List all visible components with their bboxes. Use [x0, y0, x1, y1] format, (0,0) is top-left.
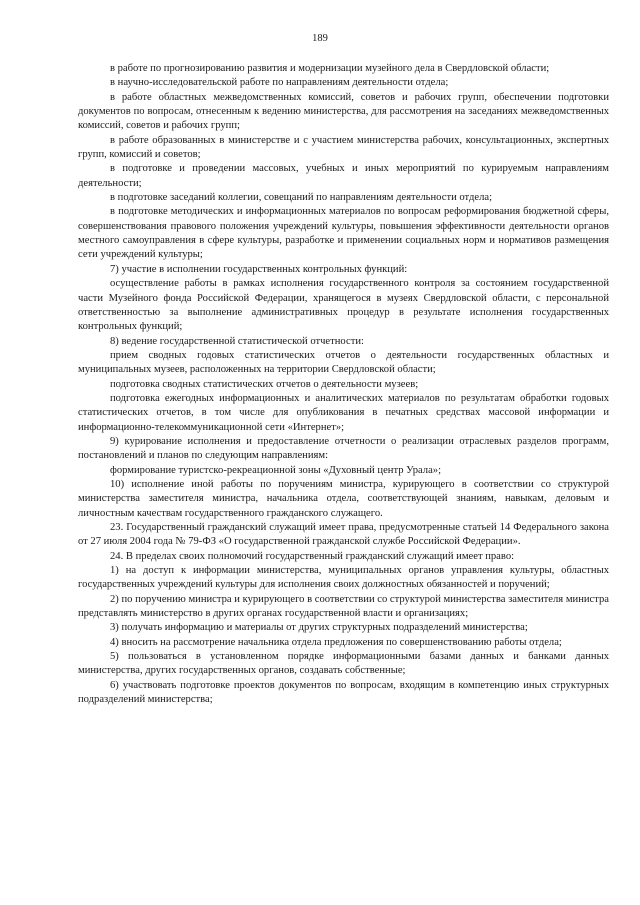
paragraph: подготовка сводных статистических отчетов о деятельности музеев; — [110, 378, 419, 390]
page-number: 189 — [312, 33, 328, 44]
paragraph: в подготовке и проведении массовых, учебных и иных мероприятий по курируемым направлениям деятельности; — [78, 163, 609, 189]
paragraph: 3) получать информацию и материалы от других структурных подразделений министерства; — [110, 622, 528, 634]
paragraph: в научно-исследовательской работе по направлениям деятельности отдела; — [110, 77, 449, 89]
paragraph: 1) на доступ к информации министерства, муниципальных органов управления культуры, областных государственных учреждений культуры для исполнения своих должностных обязанностей и поручений; — [78, 565, 609, 591]
paragraph: 24. В пределах своих полномочий государственный гражданский служащий имеет право: — [110, 550, 515, 562]
paragraph: в подготовке заседаний коллегии, совещаний по направлениям деятельности отдела; — [110, 192, 493, 204]
paragraph: формирование туристско-рекреационной зоны «Духовный центр Урала»; — [110, 464, 442, 476]
paragraph: 8) ведение государственной статистической отчетности: — [110, 335, 364, 347]
paragraph: 10) исполнение иной работы по поручениям министра, курирующего в соответствии со структурой министерства заместителя министра, начальника отдела, соответствующей знаниям, навыкам, деловым и личностным качествам государственного гражданского служащего. — [78, 478, 609, 519]
paragraph: в работе областных межведомственных комиссий, советов и рабочих групп, обеспечении подготовки документов по вопросам, отнесенным к ведению министерства, для рассмотрения на заседаниях межведомственных комиссий, советов и рабочих групп; — [78, 91, 609, 132]
document-body — [78, 62, 609, 707]
paragraph: прием сводных годовых статистических отчетов о деятельности государственных областных и муниципальных музеев, расположенных на территории Свердловской области; — [78, 349, 609, 376]
paragraph: 6) участвовать подготовке проектов документов по вопросам, входящим в компетенцию иных структурных подразделений министерства; — [78, 679, 609, 706]
paragraph: осуществление работы в рамках исполнения государственного контроля за состоянием государственной части Музейного фонда Российской Федерации, хранящегося в музеях Свердловской области, с персональной ответственностью за выполнение административных процедур в результате исполнения государственных контрольных функций; — [78, 278, 609, 333]
paragraph: 7) участие в исполнении государственных контрольных функций: — [110, 263, 408, 275]
paragraph: в работе образованных в министерстве и с участием министерства рабочих, консультационных, экспертных групп, комиссий и советов; — [78, 134, 609, 161]
paragraph: подготовка ежегодных информационных и аналитических материалов по результатам обработки годовых статистических отчетов, в том числе для опубликования в печатных средствах массовой информации и информационно-телекоммуникационной сети «Интернет»; — [78, 392, 609, 433]
paragraph: 9) курирование исполнения и предоставление отчетности о реализации отраслевых разделов программ, постановлений и планов по следующим направлениям: — [78, 435, 609, 462]
paragraph: 2) по поручению министра и курирующего в соответствии со структурой министерства заместителя министра представлять министерство в других органах государственной власти и организациях; — [78, 593, 609, 620]
paragraph: 23. Государственный гражданский служащий имеет права, предусмотренные статьей 14 Федерального закона от 27 июля 2004 года № 79-ФЗ «О государственной гражданской службе Российской Федерации». — [78, 522, 609, 548]
paragraph: в работе по прогнозированию развития и модернизации музейного дела в Свердловской области; — [110, 63, 550, 74]
paragraph: 5) пользоваться в установленном порядке информационными базами данных и банками данных министерства, других государственных органов, создавать собственные; — [78, 651, 609, 677]
paragraph: в подготовке методических и информационных материалов по вопросам реформирования бюджетной сферы, совершенствования правового положения учреждений культуры, повышения эффективности деятельности органов местного самоуправления в сфере культуры, разработке и применении социальных норм и нормативов размещения сети учреждений культуры; — [78, 206, 609, 261]
paragraph: 4) вносить на рассмотрение начальника отдела предложения по совершенствованию работы отдела; — [110, 636, 562, 648]
